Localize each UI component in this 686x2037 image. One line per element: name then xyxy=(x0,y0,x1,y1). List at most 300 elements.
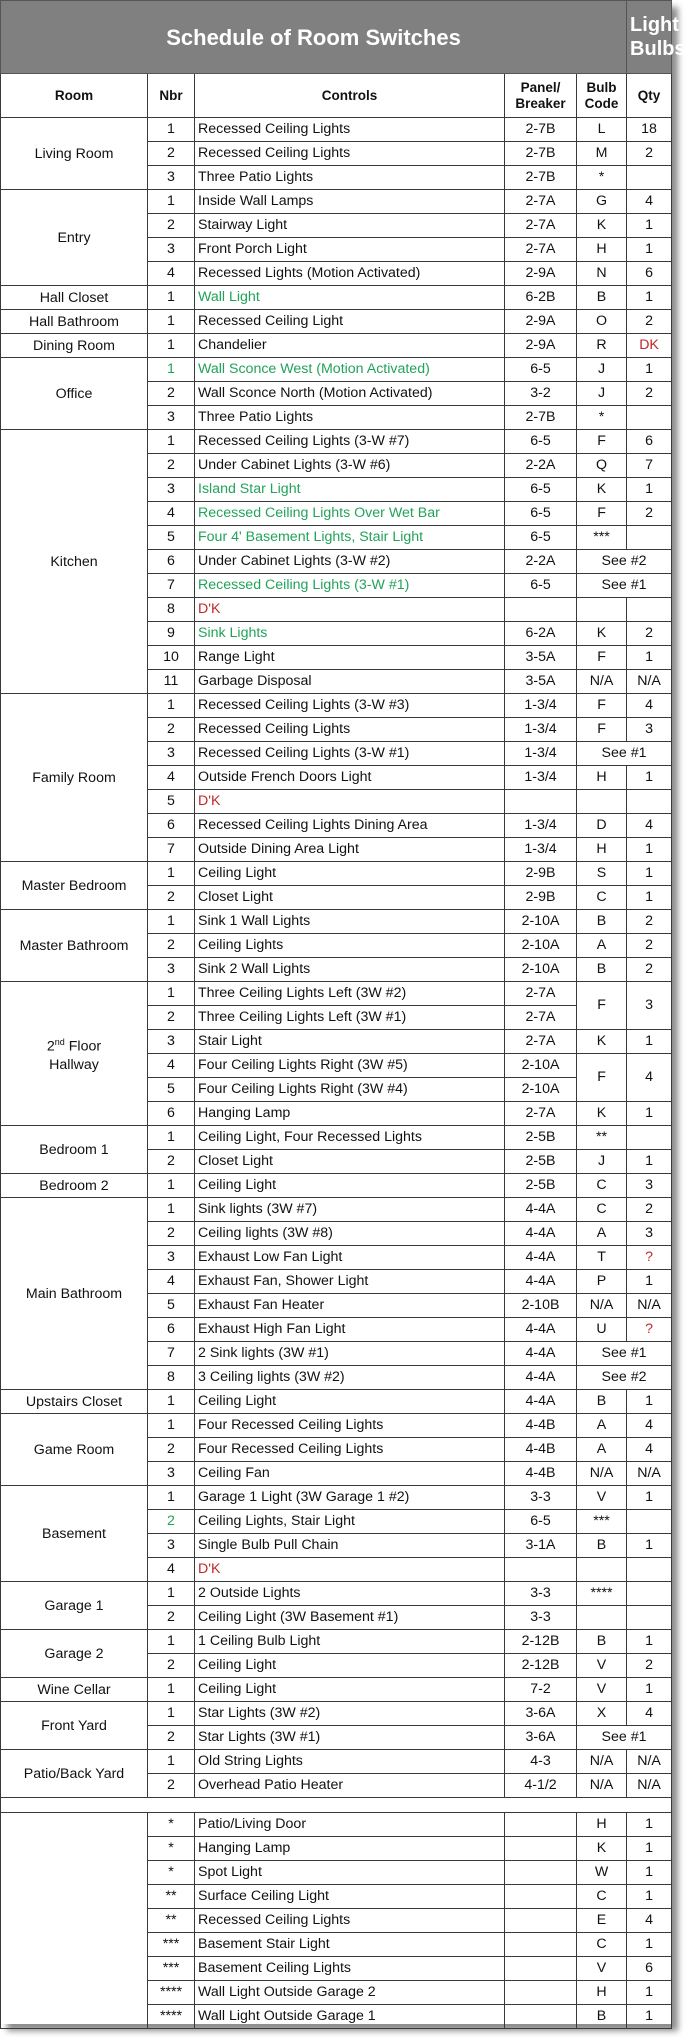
switch-number: 7 xyxy=(148,574,195,598)
switch-controls: Exhaust Fan, Shower Light xyxy=(195,1270,505,1294)
switch-controls: Four Ceiling Lights Right (3W #5) xyxy=(195,1054,505,1078)
switch-controls: Recessed Ceiling Lights Dining Area xyxy=(195,814,505,838)
switch-controls: Sink 2 Wall Lights xyxy=(195,958,505,982)
panel-breaker: 2-5B xyxy=(505,1174,577,1198)
bulb-code: K xyxy=(577,622,627,646)
legend-panel xyxy=(505,1957,577,1981)
legend-qty: 1 xyxy=(627,1837,672,1861)
bulb-code: A xyxy=(577,934,627,958)
panel-breaker: 2-12B xyxy=(505,1630,577,1654)
bulb-qty: 1 xyxy=(627,286,672,310)
panel-breaker: 2-7A xyxy=(505,190,577,214)
bulb-code: *** xyxy=(577,526,627,550)
switch-number: 3 xyxy=(148,478,195,502)
bulb-qty xyxy=(627,790,672,814)
bulb-code: X xyxy=(577,1702,627,1726)
bulb-qty: 4 xyxy=(627,1054,672,1102)
bulb-qty: 4 xyxy=(627,694,672,718)
panel-breaker: 2-5B xyxy=(505,1150,577,1174)
bulb-code: K xyxy=(577,1030,627,1054)
bulb-code xyxy=(577,598,627,622)
bulb-code: V xyxy=(577,1654,627,1678)
panel-breaker: 2-9A xyxy=(505,334,577,358)
switch-controls: Ceiling Light xyxy=(195,1654,505,1678)
switch-controls: Recessed Ceiling Lights xyxy=(195,118,505,142)
switch-number: 2 xyxy=(148,1654,195,1678)
switch-controls: Under Cabinet Lights (3-W #2) xyxy=(195,550,505,574)
panel-breaker: 4-4A xyxy=(505,1318,577,1342)
bulb-code: N/A xyxy=(577,1294,627,1318)
bulb-code: B xyxy=(577,1630,627,1654)
bulb-code: F xyxy=(577,1054,627,1102)
see-reference: See #1 xyxy=(577,574,672,598)
panel-breaker: 2-7B xyxy=(505,166,577,190)
panel-breaker xyxy=(505,1558,577,1582)
switch-controls: 2 Sink lights (3W #1) xyxy=(195,1342,505,1366)
panel-breaker: 4-4B xyxy=(505,1462,577,1486)
switch-controls: Ceiling Light xyxy=(195,862,505,886)
bulb-qty: 1 xyxy=(627,358,672,382)
bulb-qty: 1 xyxy=(627,1030,672,1054)
bulb-qty: 1 xyxy=(627,1270,672,1294)
switch-number: 1 xyxy=(148,190,195,214)
bulb-qty: 2 xyxy=(627,622,672,646)
switch-controls: Recessed Ceiling Light xyxy=(195,310,505,334)
switch-number: 4 xyxy=(148,502,195,526)
switch-controls: Stairway Light xyxy=(195,214,505,238)
switch-number: 3 xyxy=(148,406,195,430)
bulb-qty: 6 xyxy=(627,430,672,454)
bulb-code: B xyxy=(577,1534,627,1558)
bulb-code xyxy=(577,1606,627,1630)
switch-number: 2 xyxy=(148,214,195,238)
bulb-code xyxy=(577,1558,627,1582)
switch-controls: Outside French Doors Light xyxy=(195,766,505,790)
switch-controls: Exhaust Low Fan Light xyxy=(195,1246,505,1270)
room-name: Garage 2 xyxy=(1,1630,148,1678)
panel-breaker: 6-5 xyxy=(505,358,577,382)
bulb-code: K xyxy=(577,214,627,238)
bulb-qty: 2 xyxy=(627,1654,672,1678)
legend-bulb-code: E xyxy=(577,1909,627,1933)
switch-number: 1 xyxy=(148,862,195,886)
bulb-code: H xyxy=(577,238,627,262)
legend-symbol: ** xyxy=(148,1909,195,1933)
header-bulb-code: Bulb Code xyxy=(577,74,627,118)
switch-number: 2 xyxy=(148,142,195,166)
bulb-qty: 2 xyxy=(627,382,672,406)
bulb-qty: 1 xyxy=(627,862,672,886)
switch-controls: Four Recessed Ceiling Lights xyxy=(195,1438,505,1462)
bulb-code: C xyxy=(577,1198,627,1222)
switch-controls: Ceiling Light xyxy=(195,1174,505,1198)
bulb-qty: 1 xyxy=(627,838,672,862)
room-name: Dining Room xyxy=(1,334,148,358)
table-row xyxy=(1,1678,672,1702)
switch-number: 2 xyxy=(148,718,195,742)
switch-controls: Closet Light xyxy=(195,886,505,910)
header-nbr: Nbr xyxy=(148,74,195,118)
switch-controls: Ceiling Fan xyxy=(195,1462,505,1486)
legend-symbol: **** xyxy=(148,1981,195,2005)
legend-description: Wall Light Outside Garage 2 xyxy=(195,1981,505,2005)
bulb-code: V xyxy=(577,1678,627,1702)
legend-symbol: * xyxy=(148,1861,195,1885)
switch-number: 1 xyxy=(148,430,195,454)
schedule-title: Schedule of Room Switches xyxy=(1,1,627,74)
switch-number: 5 xyxy=(148,526,195,550)
bulb-qty: 4 xyxy=(627,190,672,214)
bulb-code: *** xyxy=(577,1510,627,1534)
legend-panel xyxy=(505,1933,577,1957)
room-name: Hall Bathroom xyxy=(1,310,148,334)
switch-controls: Recessed Lights (Motion Activated) xyxy=(195,262,505,286)
panel-breaker: 4-4B xyxy=(505,1438,577,1462)
switch-controls: Exhaust High Fan Light xyxy=(195,1318,505,1342)
bulb-qty: 4 xyxy=(627,1438,672,1462)
panel-breaker: 2-12B xyxy=(505,1654,577,1678)
bulb-qty: 2 xyxy=(627,502,672,526)
legend-qty: 1 xyxy=(627,2005,672,2029)
bulb-code: D xyxy=(577,814,627,838)
panel-breaker: 2-5B xyxy=(505,1126,577,1150)
bulb-code: C xyxy=(577,886,627,910)
legend-description: Basement Ceiling Lights xyxy=(195,1957,505,1981)
switch-controls: Stair Light xyxy=(195,1030,505,1054)
switch-number: 2 xyxy=(148,1510,195,1534)
table-row xyxy=(1,694,672,718)
switch-controls: D'K xyxy=(195,1558,505,1582)
room-name: Family Room xyxy=(1,694,148,862)
bulb-qty: 2 xyxy=(627,1198,672,1222)
switch-controls: Three Ceiling Lights Left (3W #2) xyxy=(195,982,505,1006)
bulb-code: T xyxy=(577,1246,627,1270)
legend-blank xyxy=(1,1813,148,2029)
bulb-qty: 1 xyxy=(627,1150,672,1174)
table-row xyxy=(1,1486,672,1510)
bulb-qty: ? xyxy=(627,1246,672,1270)
bulb-code: B xyxy=(577,958,627,982)
room-name: Basement xyxy=(1,1486,148,1582)
bulb-qty xyxy=(627,526,672,550)
switch-number: 4 xyxy=(148,1270,195,1294)
room-name: Wine Cellar xyxy=(1,1678,148,1702)
bulb-qty: 18 xyxy=(627,118,672,142)
panel-breaker: 4-4A xyxy=(505,1246,577,1270)
panel-breaker: 2-7A xyxy=(505,238,577,262)
bulb-qty: 1 xyxy=(627,478,672,502)
bulb-qty: 1 xyxy=(627,886,672,910)
panel-breaker: 6-5 xyxy=(505,1510,577,1534)
bulb-qty: 1 xyxy=(627,766,672,790)
switch-controls: Four Ceiling Lights Right (3W #4) xyxy=(195,1078,505,1102)
panel-breaker: 1-3/4 xyxy=(505,718,577,742)
switch-controls: Outside Dining Area Light xyxy=(195,838,505,862)
switch-number: 3 xyxy=(148,238,195,262)
bulb-code: O xyxy=(577,310,627,334)
header-panel-breaker: Panel/ Breaker xyxy=(505,74,577,118)
switch-controls: Front Porch Light xyxy=(195,238,505,262)
panel-breaker: 6-5 xyxy=(505,526,577,550)
bulb-qty: 4 xyxy=(627,1414,672,1438)
bulb-qty: N/A xyxy=(627,1750,672,1774)
switch-controls: Ceiling Lights xyxy=(195,934,505,958)
table-row xyxy=(1,1390,672,1414)
bulb-code: K xyxy=(577,1102,627,1126)
bulb-qty: 3 xyxy=(627,1222,672,1246)
room-name: 2nd Floor Hallway xyxy=(1,982,148,1126)
switch-controls: Exhaust Fan Heater xyxy=(195,1294,505,1318)
bulb-code: H xyxy=(577,766,627,790)
legend-panel xyxy=(505,1885,577,1909)
panel-breaker: 2-7A xyxy=(505,1030,577,1054)
switch-number: 6 xyxy=(148,1318,195,1342)
switch-number: 1 xyxy=(148,1174,195,1198)
room-name: Hall Closet xyxy=(1,286,148,310)
bulb-code: V xyxy=(577,1486,627,1510)
bulb-code: H xyxy=(577,838,627,862)
switch-number: 1 xyxy=(148,1390,195,1414)
bulb-code: F xyxy=(577,982,627,1030)
panel-breaker xyxy=(505,598,577,622)
room-name: Upstairs Closet xyxy=(1,1390,148,1414)
table-row xyxy=(1,1198,672,1222)
switch-number: 3 xyxy=(148,742,195,766)
legend-qty: 1 xyxy=(627,1813,672,1837)
bulb-qty: 7 xyxy=(627,454,672,478)
header-room: Room xyxy=(1,74,148,118)
bulb-qty: N/A xyxy=(627,1294,672,1318)
bulb-code: J xyxy=(577,358,627,382)
panel-breaker: 2-9A xyxy=(505,262,577,286)
switch-number: 2 xyxy=(148,1774,195,1798)
switch-controls: Ceiling Light (3W Basement #1) xyxy=(195,1606,505,1630)
panel-breaker: 4-4B xyxy=(505,1414,577,1438)
switch-number: 4 xyxy=(148,262,195,286)
switch-controls: Recessed Ceiling Lights Over Wet Bar xyxy=(195,502,505,526)
legend-gap xyxy=(1,1798,672,1813)
table-row xyxy=(1,334,672,358)
switch-number: 1 xyxy=(148,1678,195,1702)
switch-number: 3 xyxy=(148,1534,195,1558)
panel-breaker: 2-9A xyxy=(505,310,577,334)
switch-controls: 1 Ceiling Bulb Light xyxy=(195,1630,505,1654)
bulb-code: N xyxy=(577,262,627,286)
bulb-qty: 3 xyxy=(627,718,672,742)
switch-number: 1 xyxy=(148,1126,195,1150)
table-row xyxy=(1,310,672,334)
bulb-code: N/A xyxy=(577,670,627,694)
switch-controls: Four 4' Basement Lights, Stair Light xyxy=(195,526,505,550)
bulb-code: M xyxy=(577,142,627,166)
panel-breaker: 2-10A xyxy=(505,1078,577,1102)
legend-description: Patio/Living Door xyxy=(195,1813,505,1837)
switch-number: 1 xyxy=(148,118,195,142)
panel-breaker: 3-3 xyxy=(505,1486,577,1510)
legend-panel xyxy=(505,1981,577,2005)
switch-controls: D'K xyxy=(195,790,505,814)
room-name: Patio/Back Yard xyxy=(1,1750,148,1798)
bulb-qty: 2 xyxy=(627,910,672,934)
switch-controls: Recessed Ceiling Lights (3-W #1) xyxy=(195,742,505,766)
switch-number: 7 xyxy=(148,1342,195,1366)
bulb-code: C xyxy=(577,1174,627,1198)
bulb-qty: 4 xyxy=(627,814,672,838)
panel-breaker: 2-7B xyxy=(505,142,577,166)
legend-bulb-code: H xyxy=(577,1813,627,1837)
room-name: Bedroom 1 xyxy=(1,1126,148,1174)
bulb-code: A xyxy=(577,1222,627,1246)
panel-breaker: 2-9B xyxy=(505,886,577,910)
panel-breaker: 3-1A xyxy=(505,1534,577,1558)
switch-controls: Ceiling Lights, Stair Light xyxy=(195,1510,505,1534)
bulb-code: * xyxy=(577,166,627,190)
switch-number: 3 xyxy=(148,1246,195,1270)
legend-description: Basement Stair Light xyxy=(195,1933,505,1957)
bulb-qty: N/A xyxy=(627,1462,672,1486)
bulb-qty xyxy=(627,166,672,190)
switch-controls: Wall Light xyxy=(195,286,505,310)
switch-number: 7 xyxy=(148,838,195,862)
panel-breaker: 4-4A xyxy=(505,1390,577,1414)
switch-controls: Inside Wall Lamps xyxy=(195,190,505,214)
see-reference: See #2 xyxy=(577,550,672,574)
bulb-qty: 1 xyxy=(627,1102,672,1126)
legend-bulb-code: K xyxy=(577,1837,627,1861)
see-reference: See #2 xyxy=(577,1366,672,1390)
panel-breaker: 1-3/4 xyxy=(505,694,577,718)
table-row xyxy=(1,1630,672,1654)
bulb-qty: 1 xyxy=(627,1534,672,1558)
bulb-qty xyxy=(627,1582,672,1606)
switch-number: 4 xyxy=(148,1054,195,1078)
panel-breaker: 1-3/4 xyxy=(505,766,577,790)
bulb-code: P xyxy=(577,1270,627,1294)
switch-number: 2 xyxy=(148,454,195,478)
room-name: Kitchen xyxy=(1,430,148,694)
switch-controls: Ceiling Light, Four Recessed Lights xyxy=(195,1126,505,1150)
legend-symbol: *** xyxy=(148,1933,195,1957)
bulb-qty: 2 xyxy=(627,310,672,334)
switch-number: 4 xyxy=(148,766,195,790)
panel-breaker: 3-3 xyxy=(505,1606,577,1630)
bulb-qty: 4 xyxy=(627,1702,672,1726)
bulb-qty: 2 xyxy=(627,142,672,166)
room-name: Master Bathroom xyxy=(1,910,148,982)
table-row xyxy=(1,1126,672,1150)
switch-controls: Garbage Disposal xyxy=(195,670,505,694)
switch-controls: Recessed Ceiling Lights (3-W #3) xyxy=(195,694,505,718)
legend-bulb-code: C xyxy=(577,1933,627,1957)
switch-number: 1 xyxy=(148,1414,195,1438)
bulb-qty: 2 xyxy=(627,934,672,958)
bulb-qty: 3 xyxy=(627,1174,672,1198)
room-name: Main Bathroom xyxy=(1,1198,148,1390)
switch-controls: Wall Sconce North (Motion Activated) xyxy=(195,382,505,406)
switch-controls: Recessed Ceiling Lights (3-W #1) xyxy=(195,574,505,598)
switch-number: 2 xyxy=(148,1606,195,1630)
panel-breaker: 2-7B xyxy=(505,406,577,430)
switch-controls: Overhead Patio Heater xyxy=(195,1774,505,1798)
gap-cell xyxy=(577,1798,627,1813)
bulb-qty xyxy=(627,1510,672,1534)
panel-breaker: 3-6A xyxy=(505,1726,577,1750)
panel-breaker: 2-10A xyxy=(505,934,577,958)
table-row xyxy=(1,862,672,886)
switch-controls: Three Ceiling Lights Left (3W #1) xyxy=(195,1006,505,1030)
table-row xyxy=(1,1702,672,1726)
bulb-qty: 2 xyxy=(627,958,672,982)
table-row xyxy=(1,1750,672,1774)
table-row xyxy=(1,1414,672,1438)
header-controls: Controls xyxy=(195,74,505,118)
bulb-code: N/A xyxy=(577,1774,627,1798)
switch-number: 2 xyxy=(148,1726,195,1750)
gap-cell xyxy=(505,1798,577,1813)
header-qty: Qty xyxy=(627,74,672,118)
table-row xyxy=(1,286,672,310)
switch-number: 1 xyxy=(148,1486,195,1510)
panel-breaker: 2-10A xyxy=(505,910,577,934)
bulb-qty xyxy=(627,1606,672,1630)
bulb-code: F xyxy=(577,430,627,454)
panel-breaker: 3-6A xyxy=(505,1702,577,1726)
bulb-code: B xyxy=(577,286,627,310)
panel-breaker: 4-4A xyxy=(505,1366,577,1390)
switch-controls: Garage 1 Light (3W Garage 1 #2) xyxy=(195,1486,505,1510)
switch-number: 1 xyxy=(148,982,195,1006)
room-name: Living Room xyxy=(1,118,148,190)
table-row xyxy=(1,910,672,934)
switch-controls: Under Cabinet Lights (3-W #6) xyxy=(195,454,505,478)
switch-number: 1 xyxy=(148,310,195,334)
switch-number: 1 xyxy=(148,694,195,718)
see-reference: See #1 xyxy=(577,1342,672,1366)
bulb-code: F xyxy=(577,718,627,742)
switch-controls: Recessed Ceiling Lights xyxy=(195,718,505,742)
panel-breaker: 4-1/2 xyxy=(505,1774,577,1798)
panel-breaker: 3-5A xyxy=(505,646,577,670)
switch-controls: Ceiling Light xyxy=(195,1678,505,1702)
switch-number: 2 xyxy=(148,1438,195,1462)
legend-qty: 6 xyxy=(627,1957,672,1981)
switch-controls: Range Light xyxy=(195,646,505,670)
light-bulbs-title: Light Bulbs xyxy=(627,1,672,74)
gap-cell xyxy=(148,1798,195,1813)
panel-breaker: 2-9B xyxy=(505,862,577,886)
switch-number: 5 xyxy=(148,1078,195,1102)
room-name: Entry xyxy=(1,190,148,286)
panel-breaker: 1-3/4 xyxy=(505,742,577,766)
panel-breaker: 1-3/4 xyxy=(505,814,577,838)
switch-number: 5 xyxy=(148,1294,195,1318)
switch-controls: Sink Lights xyxy=(195,622,505,646)
panel-breaker: 2-10A xyxy=(505,958,577,982)
table-row xyxy=(1,982,672,1006)
bulb-code: * xyxy=(577,406,627,430)
bulb-code: ** xyxy=(577,1126,627,1150)
switch-number: 2 xyxy=(148,886,195,910)
switch-controls: Sink 1 Wall Lights xyxy=(195,910,505,934)
switch-number: 8 xyxy=(148,598,195,622)
bulb-code: S xyxy=(577,862,627,886)
switch-number: 5 xyxy=(148,790,195,814)
legend-description: Spot Light xyxy=(195,1861,505,1885)
bulb-qty: 1 xyxy=(627,1486,672,1510)
switch-controls: Closet Light xyxy=(195,1150,505,1174)
room-name: Front Yard xyxy=(1,1702,148,1750)
bulb-qty xyxy=(627,1126,672,1150)
